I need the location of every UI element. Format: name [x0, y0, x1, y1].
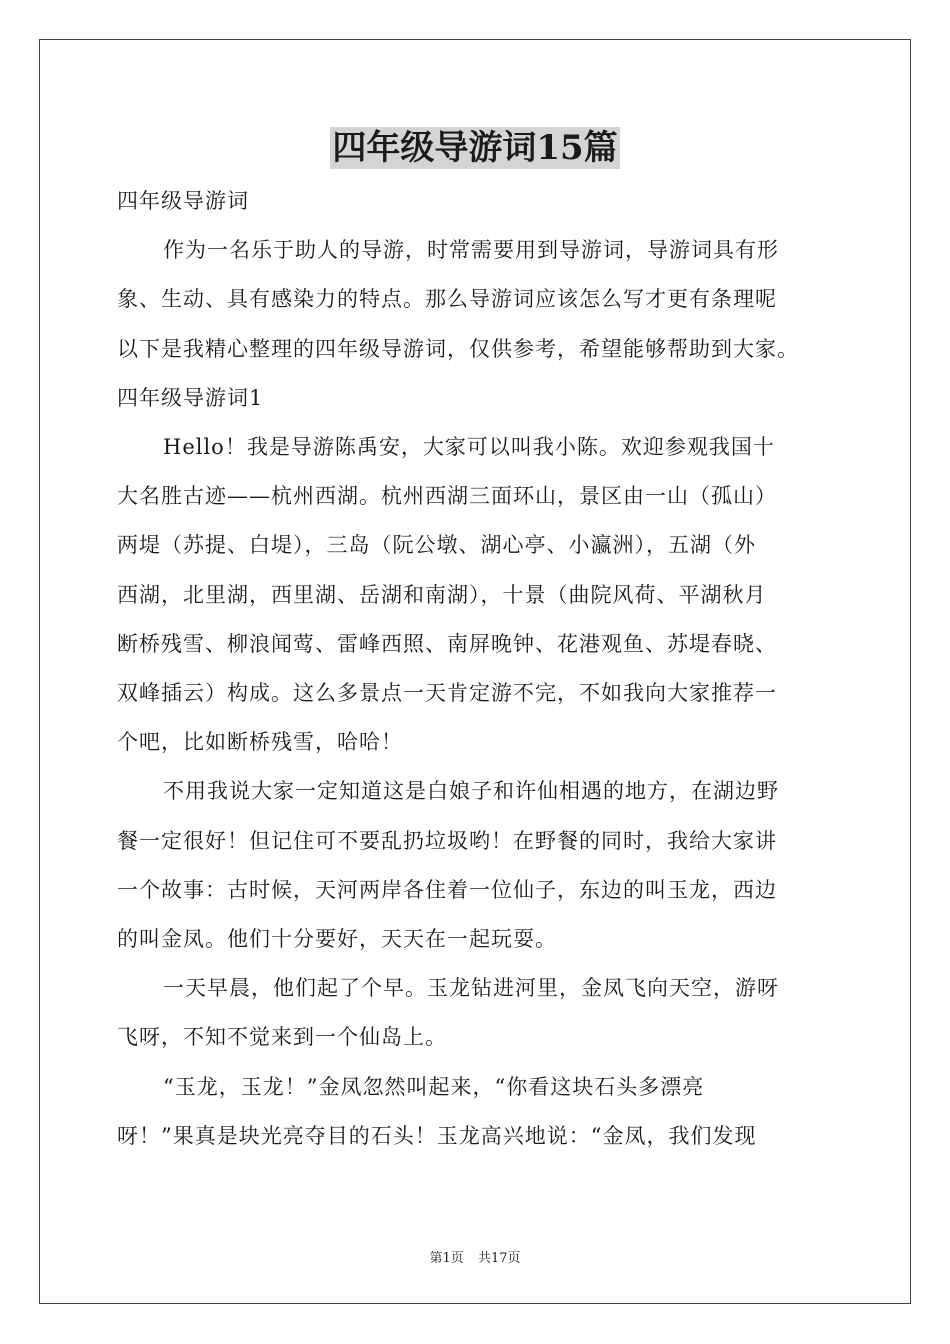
text-line: Hello！我是导游陈禹安，大家可以叫我小陈。欢迎参观我国十	[163, 435, 775, 460]
text-line: 的叫金凤。他们十分要好，天天在一起玩耍。	[117, 927, 557, 952]
text-line: 象、生动、具有感染力的特点。那么导游词应该怎么写才更有条理呢	[117, 287, 777, 312]
text-line: 作为一名乐于助人的导游，时常需要用到导游词，导游词具有形	[163, 238, 779, 263]
text-line: 以下是我精心整理的四年级导游词，仅供参考，希望能够帮助到大家。	[117, 336, 799, 361]
text-line: 一个故事：古时候，天河两岸各住着一位仙子，东边的叫玉龙，西边	[117, 877, 777, 902]
page-total: 共17页	[477, 1251, 521, 1266]
text-line: 飞呀，不知不觉来到一个仙岛上。	[117, 1025, 447, 1050]
page-footer	[0, 1247, 950, 1266]
text-line: 不用我说大家一定知道这是白娘子和许仙相遇的地方，在湖边野	[163, 779, 779, 804]
text-line: 一天早晨，他们起了个早。玉龙钻进河里，金凤飞向天空，游呀	[163, 976, 779, 1001]
text-line: 个吧，比如断桥残雪，哈哈！	[117, 730, 403, 755]
title-container	[0, 127, 950, 169]
text-line: 大名胜古迹——杭州西湖。杭州西湖三面环山，景区由一山（孤山）	[117, 484, 777, 509]
text-line: 双峰插云）构成。这么多景点一天肯定游不完，不如我向大家推荐一	[117, 681, 777, 706]
text-line: 断桥残雪、柳浪闻莺、雷峰西照、南屏晚钟、花港观鱼、苏堤春晓、	[117, 631, 777, 656]
document-body	[117, 177, 835, 1161]
document-title: 四年级导游词15篇	[332, 128, 618, 168]
text-line: 餐一定很好！但记住可不要乱扔垃圾哟！在野餐的同时，我给大家讲	[117, 828, 777, 853]
text-line: “玉龙，玉龙！”金凤忽然叫起来，“你看这块石头多漂亮	[163, 1074, 705, 1099]
page-number: 第1页	[429, 1251, 464, 1266]
text-line: 西湖，北里湖，西里湖、岳湖和南湖），十景（曲院风荷、平湖秋月	[117, 582, 767, 607]
text-line: 两堤（苏提、白堤），三岛（阮公墩、湖心亭、小瀛洲），五湖（外	[117, 533, 756, 558]
text-line: 呀！”果真是块光亮夺目的石头！玉龙高兴地说：“金凤，我们发现	[117, 1123, 757, 1148]
text-line: 四年级导游词	[117, 189, 249, 213]
text-line: 四年级导游词1	[117, 385, 264, 410]
